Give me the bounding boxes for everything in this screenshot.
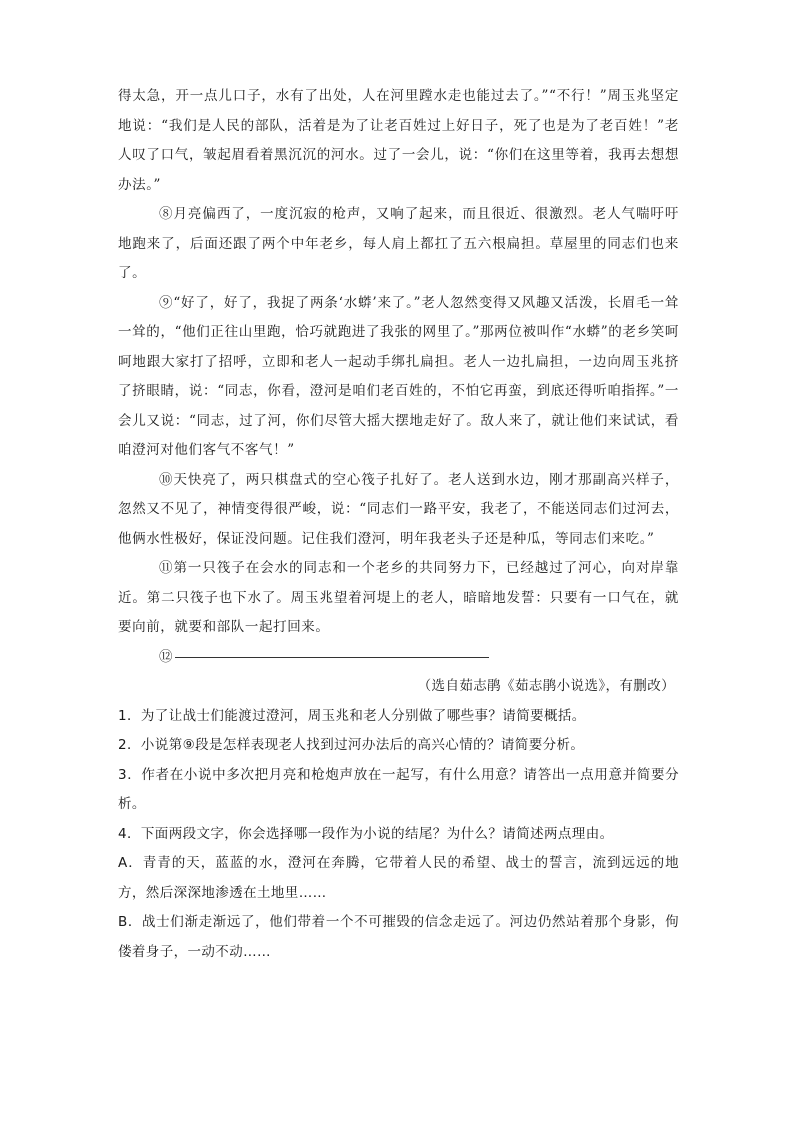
- question-4: 4．下面两段文字，你会选择哪一段作为小说的结尾？为什么？请简述两点理由。: [118, 825, 614, 842]
- paragraph-12-marker: ⑫: [159, 648, 174, 665]
- option-a: A．青青的天，蓝蓝的水，澄河在奔腾，它带着人民的希望、战士的誓言，流到远远的地方，然后深深地渗透在土地里……: [118, 855, 679, 901]
- source-citation: （选自茹志鹃《茹志鹃小说选》，有删改）: [417, 678, 675, 694]
- story-paragraph-12: [118, 643, 679, 673]
- question-2: 2．小说第⑨段是怎样表现老人找到过河办法后的高兴心情的？请简要分析。: [118, 737, 585, 753]
- story-paragraph-7-continued: 得太急，开一点儿口子，水有了出处，人在河里蹚水走也能过去了。”“不行！”周玉兆坚定地说：“我们是人民的部队，活着是为了让老百姓过上好日子，死了也是为了老百姓！”老人叹了口气，皱起眉看着黑沉沉的河水。过了一会儿，说：“你们在这里等着，我再去想想办法。”: [118, 88, 679, 193]
- question-3: 3．作者在小说中多次把月亮和枪炮声放在一起写，有什么用意？请答出一点用意并简要分析。: [118, 766, 679, 812]
- story-paragraph-9: ⑨“好了，好了，我捉了两条‘水蟒’来了。”老人忽然变得又风趣又活泼，长眉毛一耸一耸的，“他们正往山里跑，恰巧就跑进了我张的网里了。”那两位被叫作“水蟒”的老乡笑呵呵地跟大家打了招呼，立即和老人一起动手绑扎扁担。老人一边扎扁担，一边向周玉兆挤了挤眼睛，说：“同志，你看，澄河是咱们老百姓的，不怕它再蛮，到底还得听咱指挥。”一会儿又说：“同志，过了河，你们尽管大摇大摆地走好了。敌人来了，就让他们来试试，看咱澄河对他们客气不客气！”: [118, 294, 679, 458]
- ending-answer-blank: [175, 656, 489, 658]
- question-1: 1．为了让战士们能渡过澄河，周玉兆和老人分别做了哪些事？请简要概括。: [118, 707, 586, 724]
- story-paragraph-8: ⑧月亮偏西了，一度沉寂的枪声，又响了起来，而且很近、很激烈。老人气喘吁吁地跑来了，后面还跟了两个中年老乡，每人肩上都扛了五六根扁担。草屋里的同志们也来了。: [118, 206, 679, 281]
- story-paragraph-10: ⑩天快亮了，两只棋盘式的空心筏子扎好了。老人送到水边，刚才那副高兴样子，忽然又不见了，神情变得很严峻，说：“同志们一路平安，我老了，不能送同志们过河去，他俩水性极好，保证没问题。记住我们澄河，明年我老头子还是种瓜，等同志们来吃。”: [118, 471, 679, 547]
- story-paragraph-11: ⑪第一只筏子在会水的同志和一个老乡的共同努力下，已经越过了河心，向对岸靠近。第二只筏子也下水了。周玉兆望着河堤上的老人，暗暗地发誓：只要有一口气在，就要向前，就要和部队一起打回来。: [118, 560, 679, 635]
- option-b: B．战士们渐走渐远了，他们带着一个不可摧毁的信念走远了。河边仍然站着那个身影，佝偻着身子，一动不动……: [118, 914, 679, 960]
